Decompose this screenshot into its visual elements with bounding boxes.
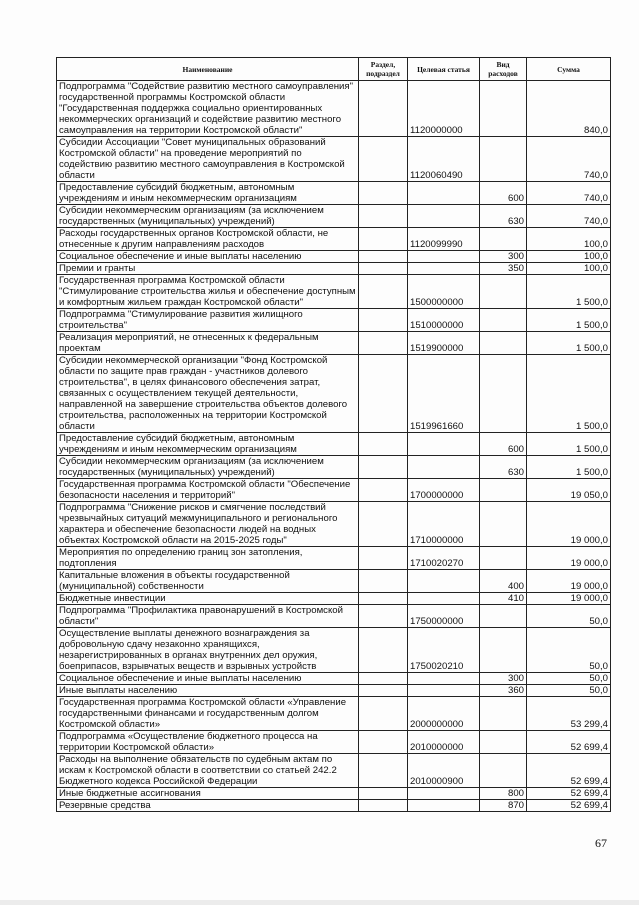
row-name: Подпрограмма "Стимулирование развития жилищного строительства" bbox=[57, 309, 359, 332]
table-row bbox=[57, 263, 611, 275]
row-sum: 50,0 bbox=[527, 673, 611, 685]
table-row bbox=[57, 433, 611, 456]
table-row bbox=[57, 628, 611, 673]
row-razdel bbox=[359, 628, 408, 673]
row-razdel bbox=[359, 263, 408, 275]
row-sum: 1 500,0 bbox=[527, 332, 611, 355]
row-target-code: 2010000900 bbox=[408, 754, 480, 788]
row-razdel bbox=[359, 697, 408, 731]
row-vid: 300 bbox=[480, 673, 527, 685]
row-vid: 600 bbox=[480, 433, 527, 456]
table-row bbox=[57, 332, 611, 355]
table-row bbox=[57, 605, 611, 628]
row-target-code bbox=[408, 433, 480, 456]
row-target-code: 1519961660 bbox=[408, 355, 480, 433]
row-name: Расходы на выполнение обязательств по судебным актам по искам к Костромской области в соответствии со статьей 242.2 Бюджетного кодекса Российской Федерации bbox=[57, 754, 359, 788]
row-name: Социальное обеспечение и иные выплаты населению bbox=[57, 251, 359, 263]
row-razdel bbox=[359, 685, 408, 697]
row-sum: 100,0 bbox=[527, 251, 611, 263]
row-target-code: 2000000000 bbox=[408, 697, 480, 731]
row-name: Подпрограмма "Профилактика правонарушений в Костромской области" bbox=[57, 605, 359, 628]
row-target-code bbox=[408, 788, 480, 800]
budget-table bbox=[56, 57, 611, 812]
table-row bbox=[57, 593, 611, 605]
row-vid: 410 bbox=[480, 593, 527, 605]
row-target-code: 1710000000 bbox=[408, 502, 480, 547]
row-name: Субсидии некоммерческой организации "Фонд Костромской области по защите прав граждан - участников долевого строительства", в целях финансового обеспечения затрат, связанных с осуществлением текущей деятельности, направленной на завершение строительства объектов долевого строительства, расположенных на территории Костромской области bbox=[57, 355, 359, 433]
table-row bbox=[57, 81, 611, 137]
row-name: Предоставление субсидий бюджетным, автономным учреждениям и иным некоммерческим организациям bbox=[57, 433, 359, 456]
row-razdel bbox=[359, 332, 408, 355]
row-sum: 50,0 bbox=[527, 628, 611, 673]
row-razdel bbox=[359, 355, 408, 433]
table-row bbox=[57, 731, 611, 754]
row-target-code: 1710020270 bbox=[408, 547, 480, 570]
row-target-code bbox=[408, 456, 480, 479]
row-name: Резервные средства bbox=[57, 800, 359, 812]
row-vid bbox=[480, 479, 527, 502]
row-vid: 630 bbox=[480, 456, 527, 479]
row-vid bbox=[480, 628, 527, 673]
row-razdel bbox=[359, 800, 408, 812]
row-target-code: 1700000000 bbox=[408, 479, 480, 502]
table-row bbox=[57, 788, 611, 800]
row-target-code: 1120099990 bbox=[408, 228, 480, 251]
row-vid bbox=[480, 275, 527, 309]
table-row bbox=[57, 228, 611, 251]
row-razdel bbox=[359, 754, 408, 788]
row-razdel bbox=[359, 605, 408, 628]
table-row bbox=[57, 205, 611, 228]
row-razdel bbox=[359, 205, 408, 228]
row-razdel bbox=[359, 251, 408, 263]
row-razdel bbox=[359, 479, 408, 502]
row-vid bbox=[480, 547, 527, 570]
row-target-code: 1750000000 bbox=[408, 605, 480, 628]
row-razdel bbox=[359, 593, 408, 605]
row-name: Расходы государственных органов Костромской области, не отнесенные к другим направлениям расходов bbox=[57, 228, 359, 251]
row-vid bbox=[480, 605, 527, 628]
table-row bbox=[57, 251, 611, 263]
row-vid: 630 bbox=[480, 205, 527, 228]
row-sum: 19 000,0 bbox=[527, 502, 611, 547]
row-sum: 50,0 bbox=[527, 605, 611, 628]
row-razdel bbox=[359, 275, 408, 309]
row-name: Государственная программа Костромской области "Обеспечение безопасности населения и территорий" bbox=[57, 479, 359, 502]
row-sum: 19 000,0 bbox=[527, 570, 611, 593]
table-row bbox=[57, 137, 611, 182]
row-razdel bbox=[359, 502, 408, 547]
row-name: Бюджетные инвестиции bbox=[57, 593, 359, 605]
row-target-code bbox=[408, 251, 480, 263]
row-vid bbox=[480, 355, 527, 433]
row-name: Социальное обеспечение и иные выплаты населению bbox=[57, 673, 359, 685]
row-target-code bbox=[408, 593, 480, 605]
row-target-code: 1120060490 bbox=[408, 137, 480, 182]
row-sum: 52 699,4 bbox=[527, 788, 611, 800]
row-target-code: 1500000000 bbox=[408, 275, 480, 309]
scan-edge bbox=[0, 900, 639, 905]
table-row bbox=[57, 456, 611, 479]
row-target-code bbox=[408, 685, 480, 697]
row-name: Субсидии Ассоциации "Совет муниципальных образований Костромской области" на проведение мероприятий по содействию развитию местного самоуправления в Костромской области bbox=[57, 137, 359, 182]
table-row bbox=[57, 309, 611, 332]
row-sum: 740,0 bbox=[527, 137, 611, 182]
row-vid: 300 bbox=[480, 251, 527, 263]
row-target-code bbox=[408, 263, 480, 275]
row-razdel bbox=[359, 673, 408, 685]
row-sum: 52 699,4 bbox=[527, 754, 611, 788]
row-vid bbox=[480, 754, 527, 788]
row-name: Государственная программа Костромской области "Стимулирование строительства жилья и обеспечение доступным и комфортным жильем граждан Костромской области" bbox=[57, 275, 359, 309]
row-name: Подпрограмма "Содействие развитию местного самоуправления" государственной программы Костромской области "Государственная поддержка социально ориентированных некоммерческих организаций и содействие развитию местного самоуправления на территории Костромской области" bbox=[57, 81, 359, 137]
row-sum: 52 699,4 bbox=[527, 731, 611, 754]
header-target: Целевая статья bbox=[408, 58, 480, 81]
row-target-code bbox=[408, 570, 480, 593]
row-razdel bbox=[359, 456, 408, 479]
row-razdel bbox=[359, 137, 408, 182]
row-sum: 1 500,0 bbox=[527, 456, 611, 479]
row-razdel bbox=[359, 788, 408, 800]
row-sum: 19 000,0 bbox=[527, 593, 611, 605]
row-name: Мероприятия по определению границ зон затопления, подтопления bbox=[57, 547, 359, 570]
row-vid bbox=[480, 332, 527, 355]
row-razdel bbox=[359, 81, 408, 137]
row-target-code: 1510000000 bbox=[408, 309, 480, 332]
row-name: Подпрограмма "Снижение рисков и смягчение последствий чрезвычайных ситуаций межмуниципального и регионального характера и обеспечение безопасности людей на водных объектах Костромской области на 2015-2025 годы" bbox=[57, 502, 359, 547]
row-name: Капитальные вложения в объекты государственной (муниципальной) собственности bbox=[57, 570, 359, 593]
row-sum: 740,0 bbox=[527, 182, 611, 205]
row-sum: 1 500,0 bbox=[527, 433, 611, 456]
header-sum: Сумма bbox=[527, 58, 611, 81]
table-row bbox=[57, 685, 611, 697]
row-sum: 50,0 bbox=[527, 685, 611, 697]
table-row bbox=[57, 182, 611, 205]
row-vid: 400 bbox=[480, 570, 527, 593]
row-vid: 350 bbox=[480, 263, 527, 275]
row-razdel bbox=[359, 228, 408, 251]
row-vid bbox=[480, 731, 527, 754]
header-name: Наименование bbox=[57, 58, 359, 81]
row-razdel bbox=[359, 547, 408, 570]
row-target-code: 1120000000 bbox=[408, 81, 480, 137]
row-name: Субсидии некоммерческим организациям (за исключением государственных (муниципальных) учреждений) bbox=[57, 205, 359, 228]
row-vid: 360 bbox=[480, 685, 527, 697]
row-vid: 600 bbox=[480, 182, 527, 205]
row-target-code bbox=[408, 205, 480, 228]
page-number: 67 bbox=[595, 836, 607, 850]
row-razdel bbox=[359, 731, 408, 754]
row-sum: 53 299,4 bbox=[527, 697, 611, 731]
row-sum: 100,0 bbox=[527, 228, 611, 251]
row-sum: 840,0 bbox=[527, 81, 611, 137]
header-vid: Вид расходов bbox=[480, 58, 527, 81]
row-sum: 19 000,0 bbox=[527, 547, 611, 570]
row-name: Иные выплаты населению bbox=[57, 685, 359, 697]
row-razdel bbox=[359, 182, 408, 205]
row-razdel bbox=[359, 309, 408, 332]
table-header-row bbox=[57, 58, 611, 81]
row-name: Государственная программа Костромской области «Управление государственными финансами и государственным долгом Костромской области» bbox=[57, 697, 359, 731]
table-row bbox=[57, 800, 611, 812]
row-razdel bbox=[359, 433, 408, 456]
row-vid: 800 bbox=[480, 788, 527, 800]
row-vid bbox=[480, 309, 527, 332]
table-row bbox=[57, 275, 611, 309]
table-body bbox=[57, 81, 611, 812]
row-name: Подпрограмма «Осуществление бюджетного процесса на территории Костромской области» bbox=[57, 731, 359, 754]
header-razdel: Раздел, подраздел bbox=[359, 58, 408, 81]
row-name: Реализация мероприятий, не отнесенных к федеральным проектам bbox=[57, 332, 359, 355]
row-target-code bbox=[408, 800, 480, 812]
table-row bbox=[57, 570, 611, 593]
row-razdel bbox=[359, 570, 408, 593]
row-name: Премии и гранты bbox=[57, 263, 359, 275]
row-vid bbox=[480, 228, 527, 251]
table-row bbox=[57, 697, 611, 731]
table-row bbox=[57, 754, 611, 788]
row-name: Осуществление выплаты денежного вознаграждения за добровольную сдачу незаконно хранящихся, незарегистрированных в органах внутренних дел оружия, боеприпасов, взрывчатых веществ и взрывных устройств bbox=[57, 628, 359, 673]
row-sum: 1 500,0 bbox=[527, 275, 611, 309]
table-row bbox=[57, 547, 611, 570]
row-name: Иные бюджетные ассигнования bbox=[57, 788, 359, 800]
table-row bbox=[57, 673, 611, 685]
row-vid bbox=[480, 137, 527, 182]
table-row bbox=[57, 479, 611, 502]
row-target-code: 2010000000 bbox=[408, 731, 480, 754]
row-sum: 19 050,0 bbox=[527, 479, 611, 502]
row-vid bbox=[480, 697, 527, 731]
row-target-code bbox=[408, 673, 480, 685]
row-sum: 1 500,0 bbox=[527, 355, 611, 433]
row-vid bbox=[480, 502, 527, 547]
row-vid bbox=[480, 81, 527, 137]
row-target-code: 1750020210 bbox=[408, 628, 480, 673]
row-sum: 52 699,4 bbox=[527, 800, 611, 812]
row-sum: 100,0 bbox=[527, 263, 611, 275]
table-row bbox=[57, 355, 611, 433]
row-target-code: 1519900000 bbox=[408, 332, 480, 355]
row-name: Субсидии некоммерческим организациям (за исключением государственных (муниципальных) учреждений) bbox=[57, 456, 359, 479]
row-sum: 1 500,0 bbox=[527, 309, 611, 332]
table-row bbox=[57, 502, 611, 547]
row-name: Предоставление субсидий бюджетным, автономным учреждениям и иным некоммерческим организациям bbox=[57, 182, 359, 205]
row-target-code bbox=[408, 182, 480, 205]
row-sum: 740,0 bbox=[527, 205, 611, 228]
row-vid: 870 bbox=[480, 800, 527, 812]
